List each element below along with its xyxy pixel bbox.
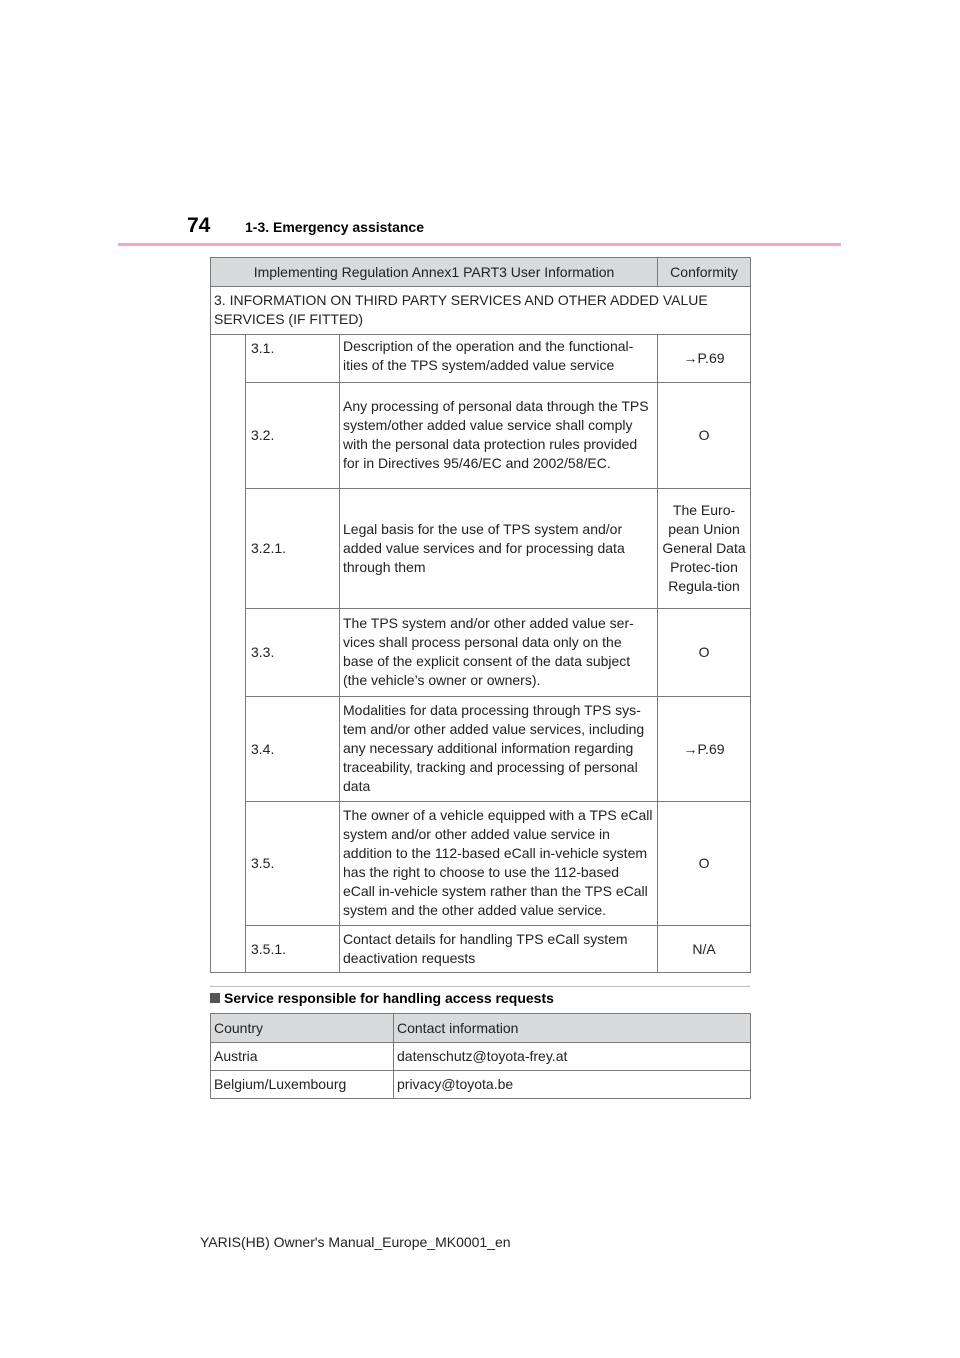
column-header-country: Country (211, 1014, 394, 1043)
row-conformity: →P.69 (658, 335, 751, 383)
contact-cell: datenschutz@toyota-frey.at (394, 1043, 751, 1071)
square-bullet-icon (210, 993, 220, 1003)
row-description: Any processing of personal data through the TPS system/other added value service shall comply with the personal data protection rules provided for in Directives 95/46/EC and 2002/58/EC. (340, 383, 658, 489)
row-description: Contact details for handling TPS eCall system deactivation requests (340, 926, 658, 973)
table-row (211, 1071, 751, 1099)
section-divider (210, 986, 750, 987)
subsection-title: Service responsible for handling access requests (224, 990, 554, 1006)
section-heading: 3. INFORMATION ON THIRD PARTY SERVICES AND OTHER ADDED VALUE SERVICES (IF FITTED) (211, 287, 751, 335)
column-header-user-information: Implementing Regulation Annex1 PART3 User Information (211, 258, 658, 287)
row-description: Modalities for data processing through TPS sys-tem and/or other added value services, including any necessary additional information regarding traceability, tracking and processing of personal data (340, 697, 658, 802)
table-row (211, 926, 751, 973)
row-number: 3.5. (246, 802, 340, 926)
section-title: 1-3. Emergency assistance (245, 219, 424, 235)
row-conformity: N/A (658, 926, 751, 973)
header-rule (118, 243, 841, 246)
row-conformity: →P.69 (658, 697, 751, 802)
indent-cell (211, 335, 246, 973)
row-conformity: O (658, 609, 751, 697)
column-header-conformity: Conformity (658, 258, 751, 287)
row-description: The TPS system and/or other added value ser-vices shall process personal data only on the base of the explicit consent of the data subject (the vehicle’s owner or owners). (340, 609, 658, 697)
column-header-contact: Contact information (394, 1014, 751, 1043)
row-number: 3.1. (246, 335, 340, 383)
row-number: 3.3. (246, 609, 340, 697)
row-description: The owner of a vehicle equipped with a TPS eCall system and/or other added value service in addition to the 112-based eCall in-vehicle system has the right to choose to use the 112-based eCall in-vehicle system rather than the TPS eCall system and the other added value service. (340, 802, 658, 926)
table-row (211, 802, 751, 926)
row-conformity: O (658, 383, 751, 489)
row-conformity: O (658, 802, 751, 926)
row-number: 3.5.1. (246, 926, 340, 973)
row-number: 3.2.1. (246, 489, 340, 609)
table-row (211, 697, 751, 802)
table-row (211, 609, 751, 697)
table-header-row (211, 258, 751, 287)
country-cell: Belgium/Luxembourg (211, 1071, 394, 1099)
table-header-row (211, 1014, 751, 1043)
row-number: 3.4. (246, 697, 340, 802)
contact-table (210, 1013, 751, 1099)
row-number: 3.2. (246, 383, 340, 489)
table-row (211, 335, 751, 383)
subsection-heading (210, 990, 554, 1006)
page-number: 74 (187, 214, 211, 237)
row-description: Description of the operation and the functional-ities of the TPS system/added value service (340, 335, 658, 383)
footer-text: YARIS(HB) Owner's Manual_Europe_MK0001_en (200, 1234, 511, 1250)
table-row (211, 489, 751, 609)
country-cell: Austria (211, 1043, 394, 1071)
section-heading-row (211, 287, 751, 335)
regulation-table (210, 257, 751, 973)
table-row (211, 383, 751, 489)
row-description: Legal basis for the use of TPS system and/or added value services and for processing data through them (340, 489, 658, 609)
contact-cell: privacy@toyota.be (394, 1071, 751, 1099)
table-row (211, 1043, 751, 1071)
row-conformity: The Euro-pean Union General Data Protec-tion Regula-tion (658, 489, 751, 609)
